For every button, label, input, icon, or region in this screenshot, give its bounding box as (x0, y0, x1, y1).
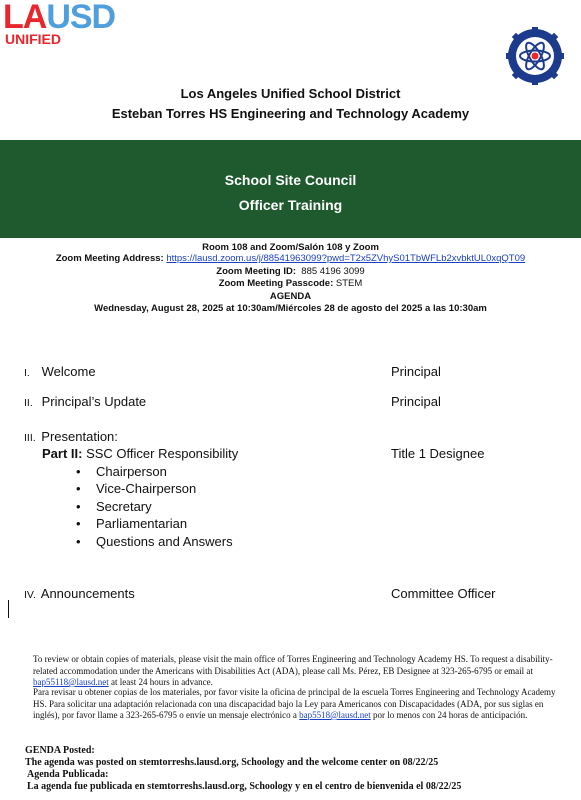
part-title: SSC Officer Responsibility (86, 446, 239, 461)
meeting-room: Room 108 and Zoom/Salón 108 y Zoom (202, 242, 379, 253)
agenda-item (24, 394, 146, 409)
agenda-item (24, 586, 135, 601)
logo-wordmark: LAUSD (3, 0, 116, 36)
posted-text-en: The agenda was posted on stemtorreshs.lausd.org, Schoology and the welcome center on 08/22/25 (25, 757, 439, 768)
logo-unified: UNIFIED (5, 31, 61, 47)
passcode-label: Zoom Meeting Passcode: (218, 278, 334, 289)
posted-text-es: La agenda fue publicada en stemtorreshs.lausd.org, Schoology y en el centro de bienvenida el 08/22/25 (27, 781, 462, 792)
item-number: IV. (24, 589, 36, 601)
item-presenter: Principal (391, 394, 441, 409)
email-link[interactable]: bap5518@lausd.net (299, 710, 371, 720)
list-item: • Chairperson (76, 464, 167, 479)
training-subtitle: Officer Training (238, 197, 343, 213)
meeting-date: Wednesday, August 28, 2025 at 10:30am/Miércoles 28 de agosto del 2025 a las 10:30am (94, 303, 487, 314)
item-title: Presentation: (41, 429, 118, 444)
zoom-id-label: Zoom Meeting ID: (216, 266, 296, 277)
list-item: • Parliamentarian (76, 516, 188, 531)
agenda-label: AGENDA (269, 291, 312, 302)
item-number: III. (24, 432, 36, 444)
zoom-address-link[interactable]: https://lausd.zoom.us/j/88541963099?pwd=T2x5ZVhyS01TbWFLb2xvbktUL0xqQT09 (166, 253, 526, 264)
posted-label-es: Agenda Publicada: (27, 769, 109, 780)
list-item: • Secretary (76, 499, 152, 514)
zoom-address-line (0, 253, 581, 264)
notice-spanish: Para revisar u obtener copias de los materiales, por favor visite la oficina de principal de la escuela Torres Engineering and Technology Academy HS. Para solicitar una adaptación relacionada con una discapacidad bajo la Ley para Americanos con Discapacidades (ADA, por sus siglas en inglés), por favor llame a 323-265-6795 o envíe un mensaje electrónico a bap5518@lausd.net por lo menos con 24 horas de anticipación. (33, 687, 556, 720)
posted-label-en: GENDA Posted: (25, 745, 95, 756)
item-presenter: Principal (391, 364, 441, 379)
part-presenter: Title 1 Designee (391, 446, 485, 461)
agenda-item (24, 364, 96, 379)
item-number: II. (24, 397, 33, 409)
agenda-item (24, 429, 118, 444)
list-item: • Vice-Chairperson (76, 481, 197, 496)
zoom-id-line (0, 266, 581, 277)
email-link[interactable]: bap55118@lausd.net (33, 677, 109, 687)
part-heading (42, 446, 238, 461)
item-presenter: Committee Officer (391, 586, 496, 601)
item-title: Principal’s Update (41, 394, 147, 409)
school-name: Esteban Torres HS Engineering and Technology Academy (111, 106, 470, 121)
engineering-seal-icon (506, 27, 564, 85)
item-title: Announcements (40, 586, 135, 601)
zoom-id-value: 885 4196 3099 (301, 266, 365, 277)
part-label: Part II: (42, 446, 83, 461)
text-cursor (8, 600, 9, 618)
district-name: Los Angeles Unified School District (180, 86, 401, 101)
item-number: I. (24, 367, 30, 379)
item-title: Welcome (41, 364, 96, 379)
notice-english: To review or obtain copies of materials, please visit the main office of Torres Engineering and Technology Academy HS. To request a disability-related accommodation under the Americans with Disabilities Act (ADA), please call Ms. Pérez, EB Designee at 323-265-6795 or email at bap55118@lausd.net at least 24 hours in advance. (33, 654, 553, 687)
zoom-address-label: Zoom Meeting Address: (55, 253, 164, 264)
title-banner (0, 140, 581, 238)
council-title: School Site Council (224, 172, 357, 188)
lausd-logo (3, 2, 138, 48)
list-item: • Questions and Answers (76, 534, 233, 549)
passcode-line (0, 278, 581, 289)
passcode-value: STEM (335, 278, 363, 289)
